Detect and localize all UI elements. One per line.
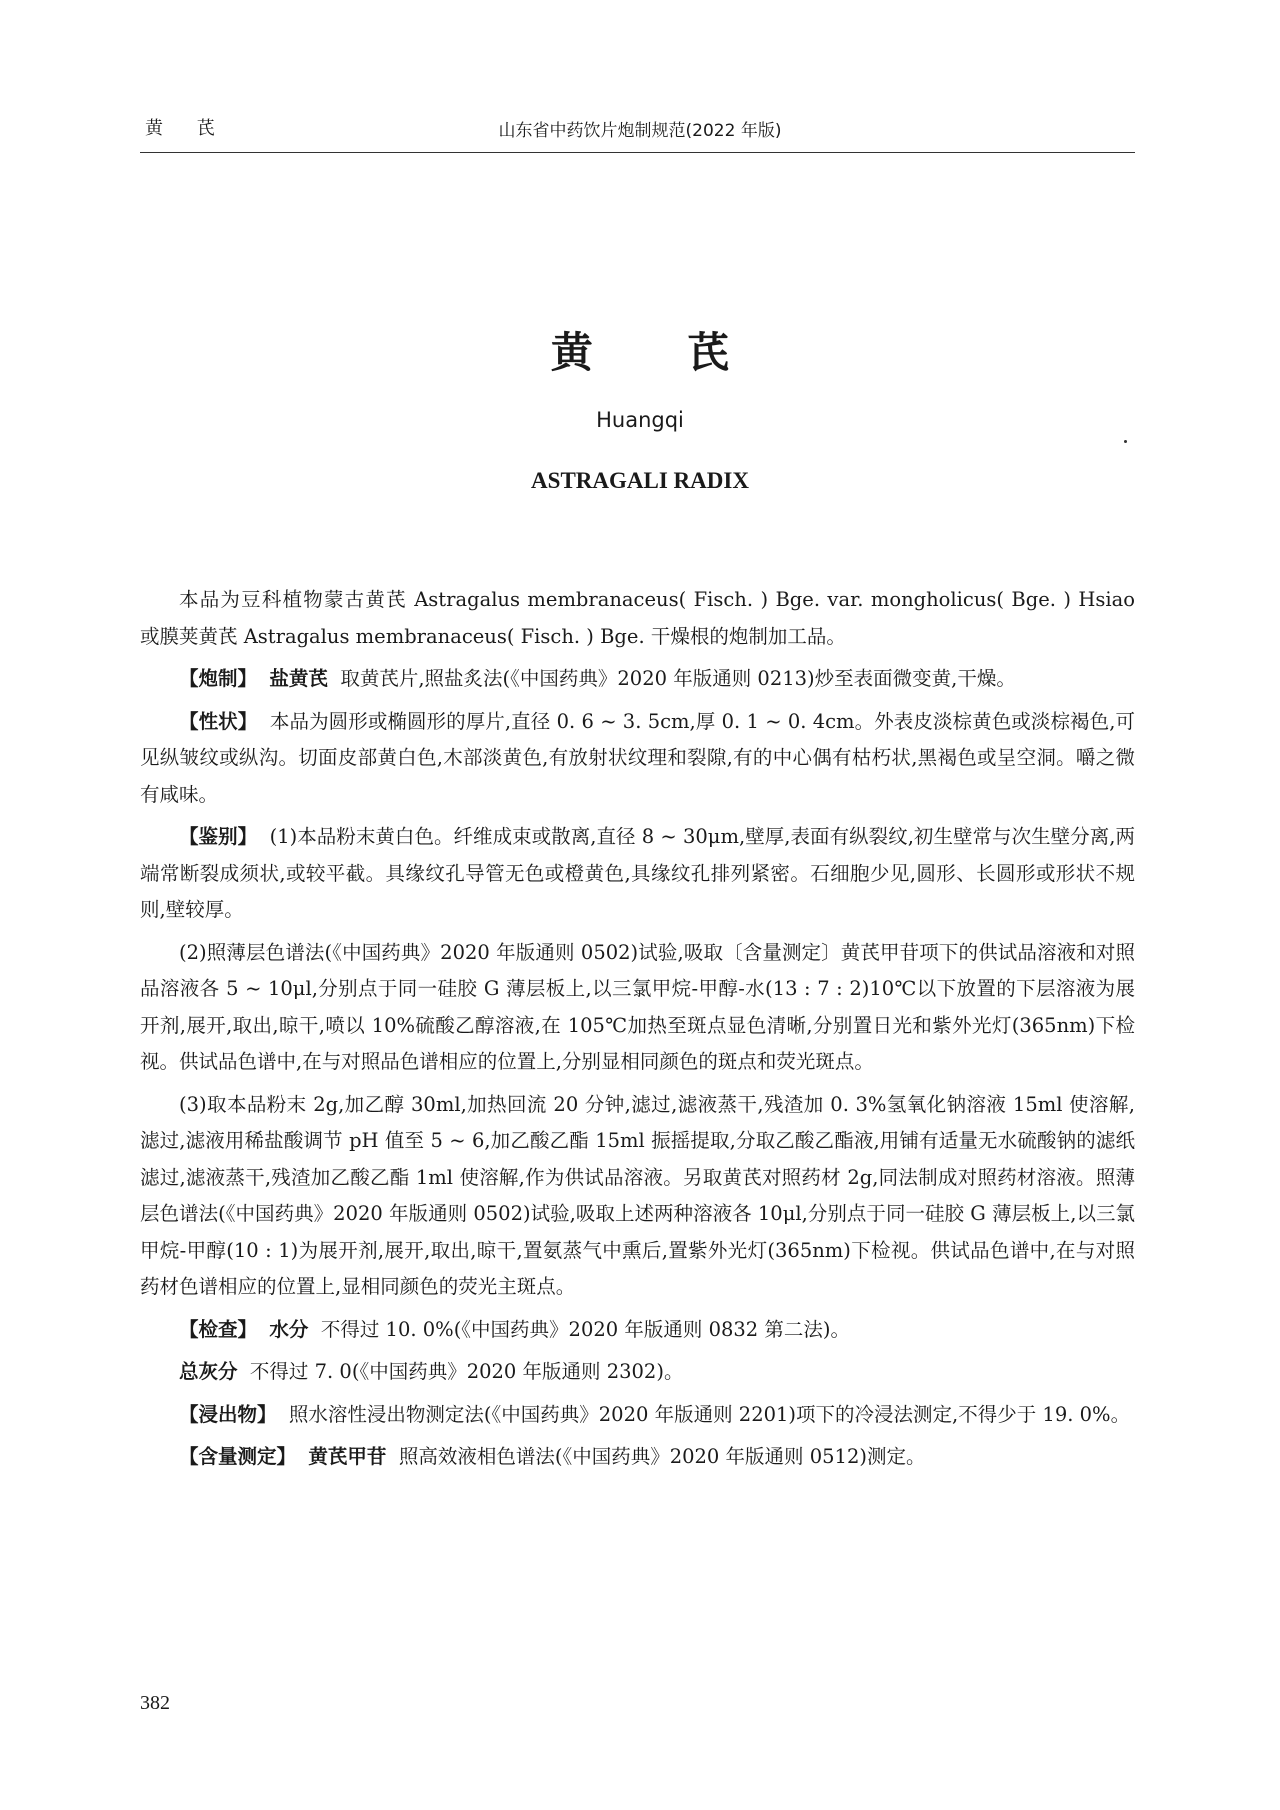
jianbie-item-3 — [140, 1087, 1135, 1306]
section-xingzhuang — [140, 704, 1135, 814]
intro-paragraph — [140, 582, 1135, 655]
monograph-body — [140, 582, 1135, 1482]
intro-text: 本品为豆科植物蒙古黄芪 Astragalus membranaceus( Fisch. ) Bge. var. mongholicus( Bge. ) Hsiao 或膜荚黄芪 Astragalus membranaceus( Fisch. ) Bge. 干燥根的炮制加工品。 — [140, 588, 1135, 648]
section-term: 盐黄芪 — [269, 667, 328, 690]
section-text: 照水溶性浸出物测定法(《中国药典》2020 年版通则 2201)项下的冷浸法测定,不得少于 19. 0%。 — [288, 1402, 1131, 1426]
section-label: 【炮制】 — [179, 667, 258, 690]
section-text: 不得过 7. 0(《中国药典》2020 年版通则 2302)。 — [249, 1360, 684, 1383]
section-text: (3)取本品粉末 2g,加乙醇 30ml,加热回流 20 分钟,滤过,滤液蒸干,残渣加 0. 3%氢氧化钠溶液 15ml 使溶解,滤过,滤液用稀盐酸调节 pH 值至 5 ~ 6,加乙酸乙酯 15ml 振摇提取,分取乙酸乙酯液,用铺有适量无水硫酸钠的滤纸滤过,滤液蒸干,残渣加乙酸乙酯 1ml 使溶解,作为供试品溶液。另取黄芪对照药材 2g,同法制成对照药材溶液。照薄层色谱法(《中国药典》2020 年版通则 0502)试验,吸取上述两种溶液各 10μl,分别点于同一硅胶 G 薄层板上,以三氯甲烷-甲醇(10 : 1)为展开剂,展开,取出,晾干,置氨蒸气中熏后,置紫外光灯(365nm)下检视。供试品色谱中,在与对照药材色谱相应的位置上,显相同颜色的荧光主斑点。 — [140, 1092, 1135, 1298]
section-text: (2)照薄层色谱法(《中国药典》2020 年版通则 0502)试验,吸取〔含量测定〕黄芪甲苷项下的供试品溶液和对照品溶液各 5 ~ 10μl,分别点于同一硅胶 G 薄层板上,以三氯甲烷-甲醇-水(13 : 7 : 2)10℃以下放置的下层溶液为展开剂,展开,取出,晾干,喷以 10%硫酸乙醇溶液,在 105℃加热至斑点显色清晰,分别置日光和紫外光灯(365nm)下检视。供试品色谱中,在与对照品色谱相应的位置上,分别显相同颜色的斑点和荧光斑点。 — [140, 940, 1135, 1073]
running-header-title: 黄 芪 — [145, 118, 229, 139]
title-latin: ASTRAGALI RADIX — [531, 468, 749, 493]
page-number: 382 — [140, 1692, 170, 1714]
jianbie-item-2 — [140, 935, 1135, 1081]
section-text: 不得过 10. 0%(《中国药典》2020 年版通则 0832 第二法)。 — [320, 1317, 851, 1341]
running-header-book-title: 山东省中药饮片炮制规范(2022 年版) — [498, 121, 782, 141]
section-label: 【检查】 — [179, 1317, 258, 1341]
title-pinyin: Huangqi — [596, 408, 684, 432]
section-jianbie — [140, 819, 1135, 929]
section-text: 照高效液相色谱法(《中国药典》2020 年版通则 0512)测定。 — [398, 1445, 926, 1468]
page-title: 黄 芪 — [550, 328, 770, 377]
section-text: 取黄芪片,照盐炙法(《中国药典》2020 年版通则 0213)炒至表面微变黄,干燥。 — [340, 667, 1016, 690]
section-text: (1)本品粉末黄白色。纤维成束或散离,直径 8 ~ 30μm,壁厚,表面有纵裂纹,初生壁常与次生壁分离,两端常断裂成须状,或较平截。具缘纹孔导管无色或橙黄色,具缘纹孔排列紧密。石细胞少见,圆形、长圆形或形状不规则,壁较厚。 — [140, 825, 1135, 921]
section-text: 本品为圆形或椭圆形的厚片,直径 0. 6 ~ 3. 5cm,厚 0. 1 ~ 0. 4cm。外表皮淡棕黄色或淡棕褐色,可见纵皱纹或纵沟。切面皮部黄白色,木部淡黄色,有放射状纹理和裂隙,有的中心偶有枯朽状,黑褐色或呈空洞。嚼之微有咸味。 — [140, 709, 1135, 806]
section-term: 黄芪甲苷 — [308, 1445, 387, 1468]
section-term: 总灰分 — [179, 1360, 238, 1383]
section-paozhi — [140, 661, 1135, 698]
section-jiancha — [140, 1312, 1135, 1349]
section-label: 【浸出物】 — [179, 1402, 277, 1426]
header-divider — [140, 152, 1135, 153]
section-huifen — [140, 1354, 1135, 1391]
section-term: 水分 — [269, 1317, 309, 1341]
section-label: 【鉴别】 — [179, 825, 258, 848]
section-label: 【含量测定】 — [179, 1445, 297, 1468]
section-hanliang — [140, 1439, 1135, 1476]
stray-dot — [1124, 440, 1127, 443]
section-label: 【性状】 — [179, 709, 258, 733]
section-jinchu — [140, 1397, 1135, 1434]
